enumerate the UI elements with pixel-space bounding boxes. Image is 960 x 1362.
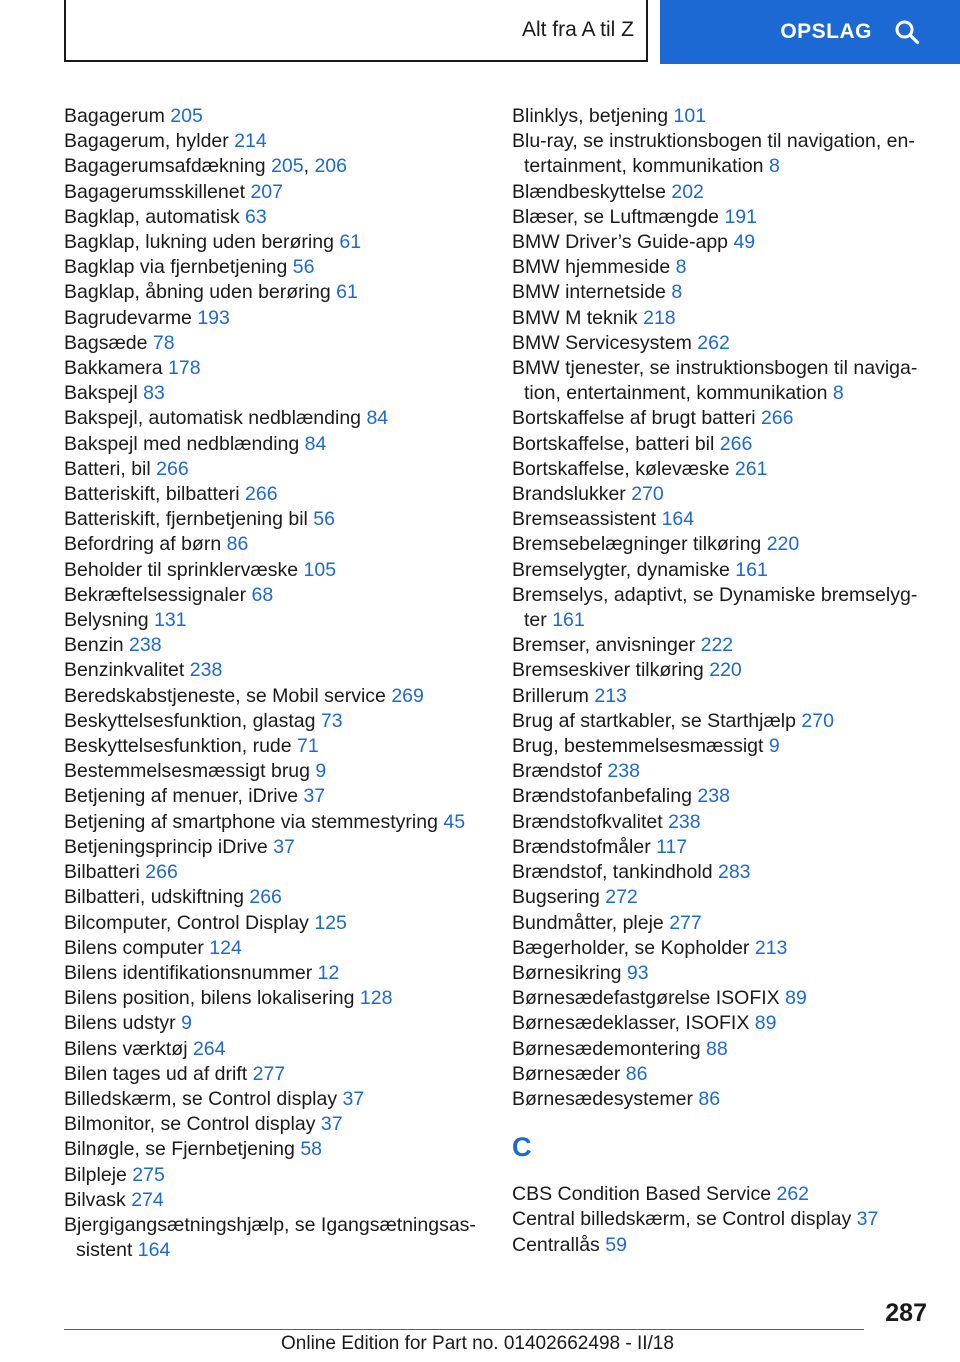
page-link[interactable]: 270 [801, 709, 834, 732]
index-entry [64, 1087, 484, 1112]
page-link[interactable]: 73 [320, 709, 343, 732]
index-entry [64, 633, 484, 658]
page-link[interactable]: 264 [192, 1037, 226, 1060]
page-link[interactable]: 283 [717, 861, 751, 884]
entry-term: Bakspejl [64, 382, 138, 405]
page-link[interactable]: 49 [733, 231, 756, 254]
index-entry [64, 911, 484, 936]
index-entry [64, 1188, 484, 1213]
entry-term: Børnesædemontering [512, 1037, 701, 1060]
page-link[interactable]: 207 [250, 180, 283, 203]
page-link[interactable]: 88 [706, 1037, 728, 1060]
index-entry [64, 1037, 484, 1062]
entry-term: Blæser, se Luftmængde [512, 205, 720, 228]
section-letter-c: C [512, 1132, 532, 1163]
index-entry [512, 810, 922, 835]
entry-term: Blændbeskyttelse [512, 180, 666, 203]
index-entry [512, 885, 922, 910]
entry-term: BMW internetside [512, 281, 666, 304]
entry-term: BMW Driver’s Guide-app [512, 231, 729, 254]
index-entry [512, 205, 922, 230]
index-entry [512, 759, 922, 784]
page-link[interactable]: 238 [189, 659, 223, 682]
index-entry [64, 1062, 484, 1087]
entry-term: Bremselys, adaptivt, se Dynamiske bremselygter [512, 583, 918, 632]
index-entry [512, 1207, 922, 1232]
entry-term: Batteriskift, bilbatteri [64, 483, 240, 506]
page-link[interactable]: 202 [671, 180, 704, 203]
page-link[interactable]: 128 [359, 987, 393, 1010]
index-entry [64, 230, 484, 255]
entry-term: Beredskabstjeneste, se Mobil service [64, 684, 386, 707]
entry-term: Bakkamera [64, 357, 163, 380]
page-link[interactable]: 220 [766, 533, 800, 556]
page-link[interactable]: 9 [181, 1012, 192, 1035]
entry-term: Billedskærm, se Control display [64, 1087, 338, 1110]
index-entry [512, 1182, 922, 1207]
page-link[interactable]: 266 [719, 432, 753, 455]
index-entry [512, 936, 922, 961]
entry-term: Bilens position, bilens lokalisering [64, 987, 355, 1010]
entry-term: Brandslukker [512, 483, 626, 506]
index-entry [64, 1137, 484, 1162]
index-entry [64, 936, 484, 961]
entry-term: Beskyttelsesfunktion, rude [64, 735, 292, 758]
page-link[interactable]: 124 [209, 936, 242, 959]
entry-term: Bilpleje [64, 1163, 127, 1186]
page-link[interactable]: 266 [156, 457, 189, 480]
index-entry [64, 532, 484, 557]
entry-term: Børnesæder [512, 1062, 621, 1085]
entry-term: Bortskaffelse af brugt batteri [512, 407, 756, 430]
tab-opslag-label: OPSLAG [780, 20, 872, 43]
entry-term: Bilens værktøj [64, 1037, 188, 1060]
tab-opslag[interactable] [660, 0, 960, 64]
index-entry [64, 356, 484, 381]
index-entry [64, 860, 484, 885]
page-link[interactable]: 206 [314, 155, 347, 178]
index-entry [64, 331, 484, 356]
index-entry [64, 684, 484, 709]
page-link[interactable]: 193 [197, 306, 230, 329]
entry-term: BMW tjenester, se instruktionsbogen til navigation, entertainment, kommunikation [512, 357, 918, 405]
entry-term: Bilvask [64, 1188, 126, 1211]
index-entry [64, 608, 484, 633]
entry-term: Brændstofkvalitet [512, 810, 663, 833]
page-link[interactable]: 238 [668, 810, 701, 833]
page-link[interactable]: 56 [313, 508, 335, 531]
page-separator: , [303, 155, 310, 178]
index-entry [64, 885, 484, 910]
page-link[interactable]: 89 [754, 1012, 777, 1035]
page-link[interactable]: 84 [304, 432, 327, 455]
index-entry [512, 331, 922, 356]
index-entry [512, 961, 922, 986]
entry-term: Bagklap via fjernbetjening [64, 256, 288, 279]
footer-divider [64, 1329, 864, 1330]
entry-term: Betjening af menuer, iDrive [64, 785, 299, 808]
page-link[interactable]: 213 [754, 936, 788, 959]
entry-term: Bagsæde [64, 331, 148, 354]
entry-term: Bagklap, automatisk [64, 205, 240, 228]
page-link[interactable]: 8 [768, 155, 780, 178]
entry-term: Bakspejl med nedblænding [64, 432, 300, 455]
entry-term: Bremser, anvisninger [512, 634, 696, 657]
index-entry [512, 507, 922, 532]
page-link[interactable]: 205 [170, 105, 203, 127]
entry-term: Beholder til sprinklervæske [64, 558, 299, 581]
page-link[interactable]: 78 [152, 331, 175, 354]
index-entry [512, 583, 922, 633]
page-link[interactable]: 89 [785, 987, 807, 1010]
page-link[interactable]: 61 [339, 231, 362, 254]
index-entry [512, 1233, 922, 1258]
index-entry [64, 457, 484, 482]
entry-term: Bilmonitor, se Control display [64, 1113, 316, 1136]
page-link[interactable]: 222 [700, 634, 734, 657]
entry-term: Bortskaffelse, kølevæske [512, 457, 730, 480]
index-entry [512, 230, 922, 255]
index-entry [512, 129, 922, 179]
entry-term: Bremseassistent [512, 508, 657, 531]
index-entry [64, 180, 484, 205]
index-entry [512, 835, 922, 860]
entry-term: Bortskaffelse, batteri bil [512, 432, 715, 455]
page-link[interactable]: 275 [132, 1163, 165, 1186]
index-entry [512, 356, 922, 406]
entry-term: Bakspejl, automatisk nedblænding [64, 407, 362, 430]
entry-term: Bundmåtter, pleje [512, 911, 664, 934]
page-link[interactable]: 277 [252, 1062, 286, 1085]
index-entry [512, 684, 922, 709]
index-entry [64, 1213, 484, 1263]
index-entry [64, 1011, 484, 1036]
page-link[interactable]: 101 [673, 105, 707, 127]
page-link[interactable]: 266 [760, 407, 794, 430]
entry-term: Bagklap, lukning uden berøring [64, 231, 334, 254]
page-link[interactable]: 191 [724, 205, 757, 228]
page-link[interactable]: 178 [168, 357, 201, 380]
entry-term: Brug, bestemmelsesmæssigt [512, 735, 764, 758]
page-link[interactable]: 214 [234, 130, 267, 153]
page-link[interactable]: 274 [131, 1188, 164, 1211]
index-entry [512, 104, 922, 129]
page-link[interactable]: 86 [698, 1087, 721, 1110]
index-entry [64, 205, 484, 230]
entry-term: Betjening af smartphone via stemmestyring [64, 810, 438, 833]
page-link[interactable]: 117 [656, 835, 688, 858]
page-link[interactable]: 37 [320, 1113, 343, 1136]
index-entry [64, 104, 484, 129]
entry-term: Bagagerumsskillenet [64, 180, 246, 203]
page-link[interactable]: 9 [315, 760, 327, 783]
entry-term: BMW M teknik [512, 306, 638, 329]
index-entry [512, 860, 922, 885]
index-column-left [64, 104, 484, 1263]
entry-term: Bilen tages ud af drift [64, 1062, 248, 1085]
footer-watermark [0, 1333, 960, 1355]
entry-term: Blu-ray, se instruktionsbogen til navigation, entertainment, kommunikation [512, 130, 915, 178]
page-link[interactable]: 84 [366, 407, 389, 430]
index-entry [64, 406, 484, 431]
entry-term: Bremselygter, dynamiske [512, 558, 730, 581]
index-entry [512, 986, 922, 1011]
index-entry [512, 432, 922, 457]
index-entry [64, 129, 484, 154]
entry-term: Brillerum [512, 684, 589, 707]
page-link[interactable]: 59 [605, 1233, 627, 1256]
entry-term: Bekræftelsessignaler [64, 583, 247, 606]
index-entry [512, 180, 922, 205]
entry-term: Bugsering [512, 886, 600, 909]
page-link[interactable]: 58 [300, 1138, 323, 1161]
page-link[interactable]: 8 [675, 256, 687, 279]
page-link[interactable]: 277 [669, 911, 702, 934]
entry-term: Bilens computer [64, 936, 204, 959]
entry-term: Bagklap, åbning uden berøring [64, 281, 331, 304]
index-entry [512, 558, 922, 583]
entry-term: Børnesædefastgørelse ISOFIX [512, 987, 780, 1010]
entry-term: CBS Condition Based Service [512, 1183, 772, 1206]
entry-term: BMW Servicesystem [512, 331, 692, 354]
page-link[interactable]: 262 [776, 1183, 810, 1206]
page-link[interactable]: 63 [245, 205, 267, 228]
page-link[interactable]: 220 [709, 659, 742, 682]
entry-term: Bagagerum, hylder [64, 130, 229, 153]
page-link[interactable]: 61 [336, 281, 358, 304]
page-link[interactable]: 164 [137, 1239, 171, 1262]
page-link[interactable]: 238 [697, 785, 730, 808]
index-entry [512, 1062, 922, 1087]
page-link[interactable]: 37 [856, 1208, 879, 1231]
page-link[interactable]: 37 [273, 835, 295, 858]
index-entry [64, 306, 484, 331]
entry-term: Central billedskærm, se Control display [512, 1208, 852, 1231]
index-entry [64, 784, 484, 809]
footer-edition: Online Edition for Part no. 01402662498 - II/18 [281, 1333, 674, 1354]
page-link[interactable]: 131 [153, 609, 187, 632]
tab-alt-fra-a-til-z[interactable] [64, 0, 648, 62]
page-link[interactable]: 125 [314, 911, 347, 934]
entry-term: Batteriskift, fjernbetjening bil [64, 508, 308, 531]
page-link[interactable]: 8 [671, 281, 683, 304]
index-entry [64, 658, 484, 683]
entry-term: Bjergigangsætningshjælp, se Igangsætningsassistent [64, 1213, 476, 1262]
page-link[interactable]: 266 [249, 886, 282, 909]
index-entry [512, 784, 922, 809]
entry-term: Brændstofmåler [512, 835, 651, 858]
index-entry [512, 406, 922, 431]
index-entry [512, 255, 922, 280]
page-link[interactable]: 269 [391, 684, 424, 707]
index-entry [64, 381, 484, 406]
page-link[interactable]: 238 [129, 634, 162, 657]
page-link[interactable]: 261 [734, 457, 768, 480]
page-link[interactable]: 164 [661, 508, 695, 531]
page-link[interactable]: 83 [143, 382, 165, 405]
index-entry [512, 306, 922, 331]
index-entry [64, 280, 484, 305]
index-entry [64, 835, 484, 860]
page-link[interactable]: 12 [317, 961, 340, 984]
index-entry [64, 507, 484, 532]
index-column-right [512, 104, 922, 1258]
page-link[interactable]: 8 [832, 382, 844, 405]
index-entry [512, 734, 922, 759]
entry-term: Bilcomputer, Control Display [64, 911, 309, 934]
index-entry [64, 482, 484, 507]
index-entry [64, 734, 484, 759]
entry-term: Bagagerumsafdækning [64, 155, 266, 178]
entry-term: Brændstof, tankindhold [512, 861, 713, 884]
index-entry [64, 810, 484, 835]
entry-term: Bagagerum [64, 105, 165, 127]
entry-term: Bagrudevarme [64, 306, 192, 329]
entry-term: Benzinkvalitet [64, 659, 185, 682]
entry-term: Belysning [64, 609, 149, 632]
entry-term: Centrallås [512, 1233, 600, 1256]
entry-term: Bestemmelsesmæssigt brug [64, 760, 310, 783]
entry-term: Børnesædeklasser, ISOFIX [512, 1012, 750, 1035]
page-link[interactable]: 71 [297, 735, 319, 758]
page-link[interactable]: 86 [226, 533, 249, 556]
index-entry [64, 255, 484, 280]
index-entry [64, 154, 484, 179]
index-entry [512, 457, 922, 482]
page-number: 287 [885, 1299, 927, 1327]
entry-term: Bilens udstyr [64, 1012, 176, 1035]
page-link[interactable]: 238 [607, 760, 640, 783]
entry-term: Brændstof [512, 760, 602, 783]
index-list-b [512, 104, 922, 1112]
page-link[interactable]: 205 [271, 155, 304, 178]
entry-term: Bilbatteri [64, 861, 140, 884]
entry-term: Bilnøgle, se Fjernbetjening [64, 1138, 295, 1161]
page-link[interactable]: 37 [303, 785, 326, 808]
index-entry [64, 432, 484, 457]
page-link[interactable]: 270 [631, 483, 664, 506]
index-entry [64, 1112, 484, 1137]
header [0, 0, 960, 66]
entry-term: Benzin [64, 634, 124, 657]
tab-az-label: Alt fra A til Z [521, 18, 634, 41]
page-link[interactable]: 218 [643, 306, 676, 329]
page-link[interactable]: 37 [342, 1087, 365, 1110]
index-entry [64, 759, 484, 784]
page-link[interactable]: 93 [626, 961, 649, 984]
page-link[interactable]: 161 [735, 558, 768, 581]
index-entry [512, 532, 922, 557]
page-link[interactable]: 56 [292, 256, 315, 279]
entry-term: Brug af startkabler, se Starthjælp [512, 709, 796, 732]
index-entry [512, 1087, 922, 1112]
index-entry [64, 583, 484, 608]
page-link[interactable]: 105 [303, 558, 337, 581]
entry-term: Befordring af børn [64, 533, 222, 556]
index-entry [64, 986, 484, 1011]
index-list-c [512, 1182, 922, 1258]
entry-term: Børnesædesystemer [512, 1087, 693, 1110]
entry-term: Brændstofanbefaling [512, 785, 692, 808]
page-link[interactable]: 262 [697, 331, 730, 354]
index-entry [512, 1011, 922, 1036]
page-link[interactable]: 161 [552, 609, 585, 632]
page-link[interactable]: 213 [594, 684, 627, 707]
entry-term: Bremsebelægninger tilkøring [512, 533, 762, 556]
index-entry [512, 911, 922, 936]
index-entry [512, 482, 922, 507]
page-link[interactable]: 86 [625, 1062, 648, 1085]
index-entry [512, 633, 922, 658]
index-entry [64, 709, 484, 734]
page-link[interactable]: 68 [251, 583, 274, 606]
page-link[interactable]: 45 [443, 810, 466, 833]
entry-term: Beskyttelsesfunktion, glastag [64, 709, 316, 732]
entry-term: Blinklys, betjening [512, 105, 669, 127]
entry-term: Bægerholder, se Kopholder [512, 936, 750, 959]
index-entry [64, 558, 484, 583]
page-link[interactable]: 9 [768, 735, 780, 758]
entry-term: Børnesikring [512, 961, 622, 984]
page-link[interactable]: 266 [245, 483, 278, 506]
index-entry [64, 1163, 484, 1188]
entry-term: Betjeningsprincip iDrive [64, 835, 268, 858]
entry-term: Bilens identifikationsnummer [64, 961, 313, 984]
index-entry [512, 280, 922, 305]
entry-term: Batteri, bil [64, 457, 151, 480]
index-entry [512, 1037, 922, 1062]
index-entry [512, 709, 922, 734]
entry-term: Bremseskiver tilkøring [512, 659, 704, 682]
index-entry [64, 961, 484, 986]
page-link[interactable]: 272 [605, 886, 638, 909]
page-link[interactable]: 266 [145, 861, 178, 884]
search-icon[interactable] [894, 19, 920, 45]
entry-term: Bilbatteri, udskiftning [64, 886, 244, 909]
entry-term: BMW hjemmeside [512, 256, 671, 279]
index-entry [512, 658, 922, 683]
